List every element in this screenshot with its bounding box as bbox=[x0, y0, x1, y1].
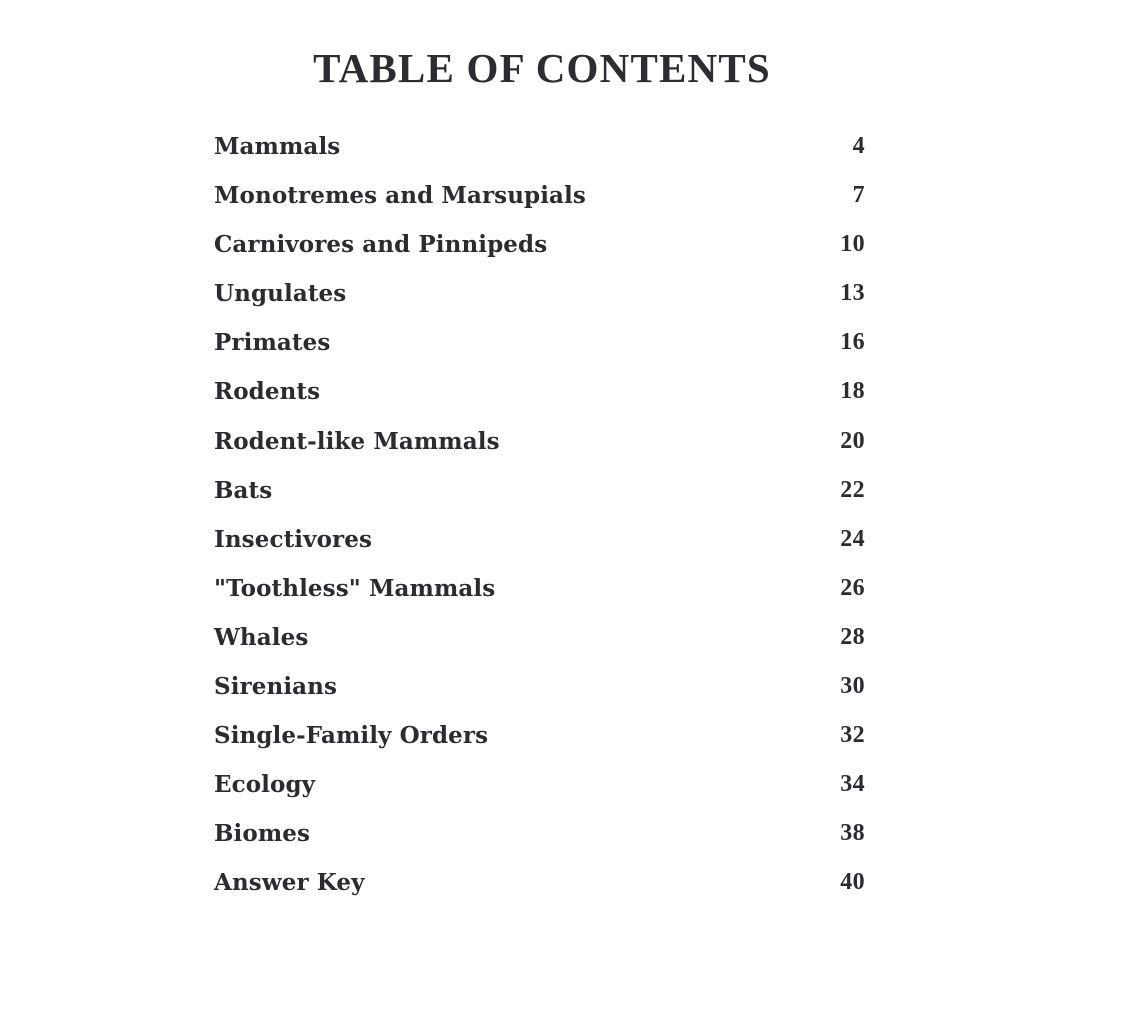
toc-entry-page-number: 16 bbox=[840, 329, 865, 356]
toc-entry[interactable] bbox=[214, 515, 865, 564]
toc-entry-label: Mammals bbox=[214, 133, 341, 160]
toc-entry[interactable] bbox=[214, 858, 865, 907]
table-of-contents-list bbox=[214, 122, 865, 908]
toc-entry-page-number: 30 bbox=[840, 673, 865, 700]
toc-entry-page-number: 34 bbox=[840, 771, 865, 798]
toc-entry-label: Bats bbox=[214, 476, 273, 504]
toc-entry-label: Answer Key bbox=[214, 869, 365, 897]
toc-entry-page-number: 22 bbox=[840, 476, 865, 503]
toc-entry[interactable] bbox=[214, 318, 865, 367]
toc-entry-label: Whales bbox=[214, 623, 309, 651]
toc-entry-label: Biomes bbox=[214, 820, 311, 848]
toc-entry-page-number: 18 bbox=[840, 378, 865, 405]
toc-entry-page-number: 28 bbox=[840, 623, 865, 650]
toc-entry-page-number: 20 bbox=[840, 427, 865, 454]
toc-entry[interactable] bbox=[214, 122, 865, 171]
toc-entry-label: Rodents bbox=[214, 378, 321, 406]
toc-entry[interactable] bbox=[214, 220, 865, 269]
toc-entry[interactable] bbox=[214, 613, 865, 662]
toc-entry-label: Primates bbox=[214, 329, 331, 357]
toc-entry-label: Ecology bbox=[214, 771, 316, 799]
toc-entry-label: Rodent-like Mammals bbox=[214, 427, 500, 455]
toc-entry[interactable] bbox=[214, 367, 865, 416]
toc-entry-page-number: 10 bbox=[840, 231, 865, 258]
toc-entry[interactable] bbox=[214, 711, 865, 760]
toc-entry-page-number: 40 bbox=[840, 869, 865, 896]
toc-entry-label: Ungulates bbox=[214, 280, 347, 308]
toc-entry-label: Sirenians bbox=[214, 673, 338, 701]
toc-entry[interactable] bbox=[214, 809, 865, 858]
toc-entry[interactable] bbox=[214, 269, 865, 318]
toc-entry-page-number: 24 bbox=[840, 525, 865, 552]
toc-entry-page-number: 26 bbox=[840, 574, 865, 601]
toc-entry-page-number: 13 bbox=[840, 280, 865, 307]
toc-entry-page-number: 32 bbox=[840, 722, 865, 749]
toc-entry-label: "Toothless" Mammals bbox=[214, 574, 496, 602]
toc-entry[interactable] bbox=[214, 564, 865, 613]
toc-entry[interactable] bbox=[214, 760, 865, 809]
toc-entry-page-number: 38 bbox=[840, 820, 865, 847]
page-title: TABLE OF CONTENTS bbox=[313, 45, 771, 91]
toc-entry-label: Single-Family Orders bbox=[214, 722, 489, 750]
toc-entry[interactable] bbox=[214, 662, 865, 711]
toc-entry[interactable] bbox=[214, 466, 865, 515]
toc-entry[interactable] bbox=[214, 171, 865, 220]
toc-entry-label: Carnivores and Pinnipeds bbox=[214, 231, 548, 259]
toc-entry[interactable] bbox=[214, 417, 865, 466]
toc-entry-page-number: 7 bbox=[852, 182, 865, 209]
toc-entry-page-number: 4 bbox=[852, 133, 865, 159]
toc-entry-label: Insectivores bbox=[214, 525, 373, 553]
toc-entry-label: Monotremes and Marsupials bbox=[214, 182, 586, 210]
